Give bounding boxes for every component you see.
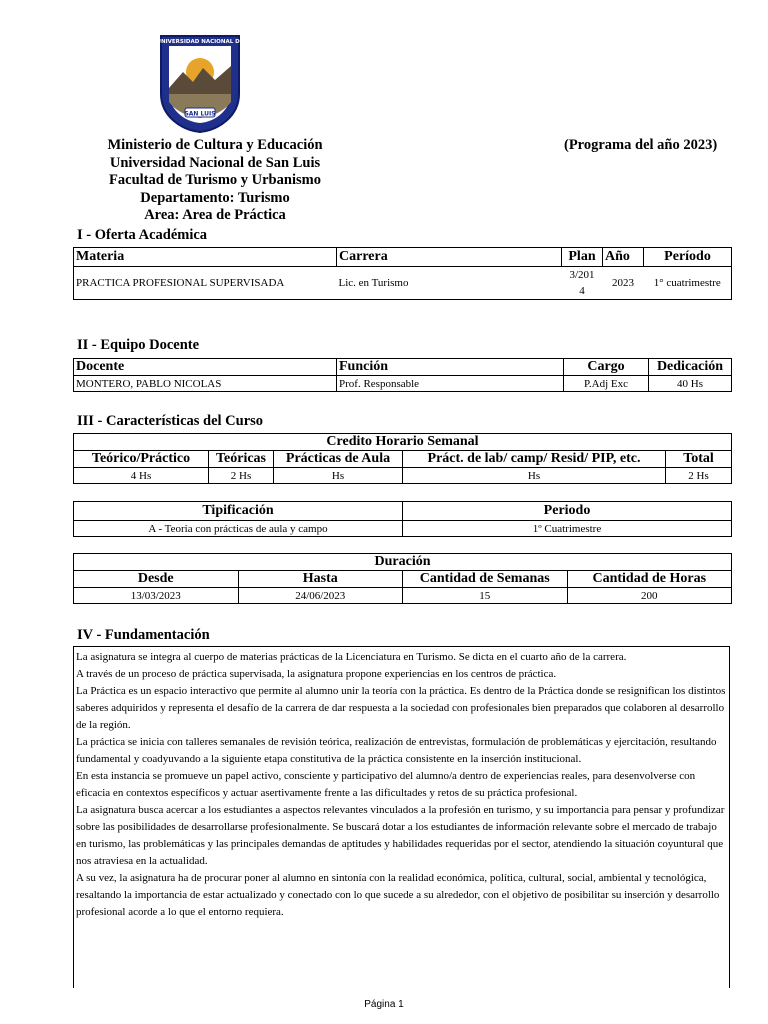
section-title-oferta: I - Oferta Académica [77, 227, 208, 243]
col-docente: Docente [74, 359, 337, 376]
table-row [74, 376, 732, 392]
col-hasta: Hasta [238, 571, 403, 588]
oferta-table [73, 247, 732, 300]
section-title-fundamentacion: IV - Fundamentación [77, 627, 210, 643]
table-row [74, 267, 732, 300]
cell-carrera: Lic. en Turismo [337, 267, 562, 300]
col-pract-lab: Práct. de lab/ camp/ Resid/ PIP, etc. [403, 451, 666, 468]
plan-line-2: 4 [579, 285, 585, 297]
table-header-row [74, 571, 732, 588]
paragraph: La Práctica es un espacio interactivo que permite al alumno unir la teoría con la práctica. Es dentro de la Práctica donde se resignifican los distintos saberes adquiridos y representa el desafío de la carrera de dar respuesta a la sociedad con profesionales bien preparados que colaboren al desarrollo de la región. [76, 685, 726, 731]
col-cargo: Cargo [564, 359, 649, 376]
cell-semanas: 15 [403, 588, 568, 604]
paragraph: La asignatura se integra al cuerpo de materias prácticas de la Licenciatura en Turismo. Se dicta en el cuarto año de la carrera. [76, 651, 627, 663]
credito-title: Credito Horario Semanal [74, 434, 732, 451]
table-header-row [74, 359, 732, 376]
svg-text:SAN LUIS: SAN LUIS [184, 110, 216, 118]
col-tipificacion: Tipificación [74, 502, 403, 521]
cell-total: 2 Hs [666, 468, 732, 484]
plan-line-1: 3/201 [569, 269, 595, 281]
paragraph: La asignatura busca acercar a los estudiantes a aspectos relevantes vinculados a la profesión en turismo, y su importancia para pensar y profundizar sobre las posibilidades de desarrollarse profesionalmente. Se buscará dotar a los estudiantes de información relevante sobre el mercado de trabajo en turismo, las problemáticas y las principales demandas de aptitudes y habilidades requeridas por el sector, atendiendo la situación coyuntural que nos atraviesa en la actualidad. [76, 804, 725, 867]
table-header-row [74, 502, 732, 521]
tipificacion-table [73, 501, 732, 537]
program-year: (Programa del año 2023) [564, 137, 718, 153]
col-anio: Año [603, 248, 644, 267]
cell-funcion: Prof. Responsable [337, 376, 564, 392]
cell-teorico-practico: 4 Hs [74, 468, 209, 484]
paragraph: A su vez, la asignatura ha de procurar poner al alumno en sintonía con la realidad económica, política, cultural, social, ambiental y tecnológica, resaltando la importancia de estar actualizado y conectado con lo que sucede a su alrededor, con el objetivo de posibilitar su inserción y desarrollo profesional acorde a lo que el entorno requiera. [76, 872, 720, 918]
university-seal-logo [157, 32, 243, 134]
cell-docente: MONTERO, PABLO NICOLAS [74, 376, 337, 392]
paragraph: En esta instancia se promueve un papel activo, consciente y participativo del alumno/a dentro de experiencias reales, para desenvolverse con eficacia en contextos específicos y actuar asertivamente frente a las dificultades y retos de su práctica profesional. [76, 770, 696, 799]
cell-tipificacion: A - Teoria con prácticas de aula y campo [74, 521, 403, 537]
col-teoricas: Teóricas [209, 451, 274, 468]
table-row [74, 588, 732, 604]
cell-desde: 13/03/2023 [74, 588, 239, 604]
cell-dedicacion: 40 Hs [649, 376, 732, 392]
paragraph: La práctica se inicia con talleres semanales de revisión teórica, realización de entrevistas, formulación de problemáticas y ejercitación, resultando fundamental y coadyuvando a la siguiente etapa constitutiva de la práctica consistente en la inserción institucional. [76, 736, 717, 765]
cell-horas: 200 [567, 588, 732, 604]
paragraph: A través de un proceso de práctica supervisada, la asignatura propone experiencias en los centros de práctica. [76, 668, 557, 680]
col-carrera: Carrera [337, 248, 562, 267]
col-funcion: Función [337, 359, 564, 376]
cell-cargo: P.Adj Exc [564, 376, 649, 392]
svg-text:UNIVERSIDAD NACIONAL DE: UNIVERSIDAD NACIONAL DE [157, 39, 243, 45]
credito-title-row [74, 434, 732, 451]
col-total: Total [666, 451, 732, 468]
duracion-table [73, 553, 732, 604]
table-header-row [74, 451, 732, 468]
cell-pract-lab: Hs [403, 468, 666, 484]
cell-practicas-aula: Hs [274, 468, 403, 484]
col-periodo: Período [644, 248, 732, 267]
institution-header [70, 137, 360, 225]
cell-teoricas: 2 Hs [209, 468, 274, 484]
col-materia: Materia [74, 248, 337, 267]
table-row [74, 468, 732, 484]
header-line-ministry: Ministerio de Cultura y Educación [107, 137, 323, 153]
col-practicas-aula: Prácticas de Aula [274, 451, 403, 468]
cell-periodo: 1º Cuatrimestre [403, 521, 732, 537]
col-teorico-practico: Teórico/Práctico [74, 451, 209, 468]
cell-plan [562, 267, 603, 300]
table-row [74, 521, 732, 537]
cell-hasta: 24/06/2023 [238, 588, 403, 604]
header-line-faculty: Facultad de Turismo y Urbanismo [109, 172, 321, 188]
duracion-title-row [74, 554, 732, 571]
cell-periodo: 1° cuatrimestre [644, 267, 732, 300]
cell-anio: 2023 [603, 267, 644, 300]
duracion-title: Duración [74, 554, 732, 571]
section-title-caracteristicas: III - Características del Curso [77, 413, 264, 429]
header-line-university: Universidad Nacional de San Luis [109, 154, 321, 171]
header-line-department: Departamento: Turismo [140, 189, 290, 206]
col-desde: Desde [74, 571, 239, 588]
fundamentacion-text [73, 646, 730, 988]
col-horas: Cantidad de Horas [567, 571, 732, 588]
col-plan: Plan [562, 248, 603, 267]
col-periodo: Periodo [403, 502, 732, 521]
credito-table [73, 433, 732, 484]
page-number: Página 1 [364, 999, 404, 1010]
header-line-area: Area: Area de Práctica [144, 207, 286, 223]
equipo-table [73, 358, 732, 392]
col-dedicacion: Dedicación [649, 359, 732, 376]
cell-materia: PRACTICA PROFESIONAL SUPERVISADA [74, 267, 337, 300]
section-title-equipo: II - Equipo Docente [77, 337, 200, 353]
col-semanas: Cantidad de Semanas [403, 571, 568, 588]
table-header-row [74, 248, 732, 267]
